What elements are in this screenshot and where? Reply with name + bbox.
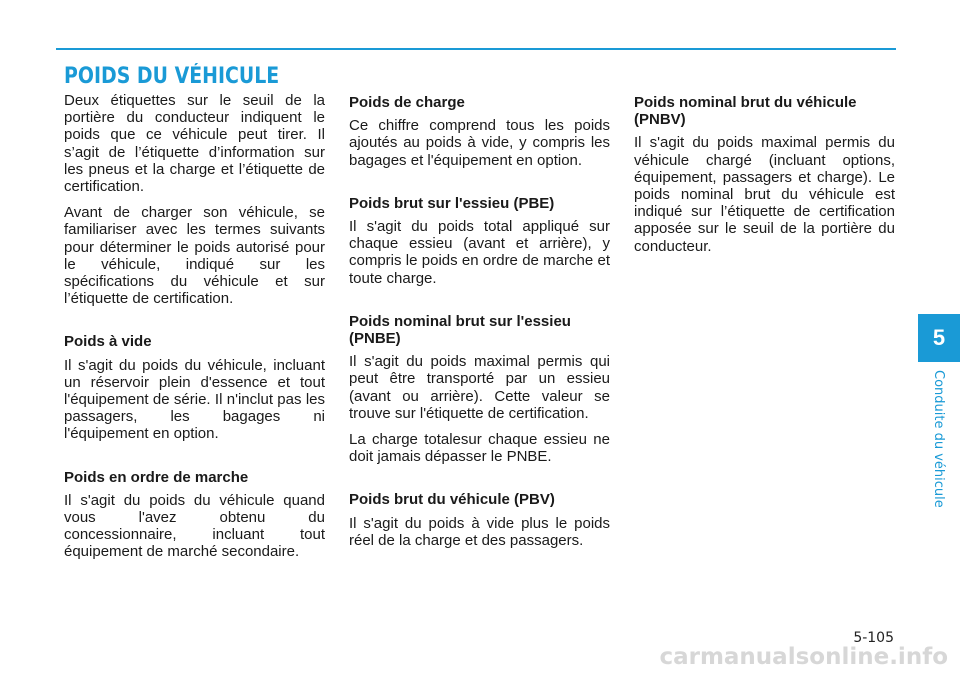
- top-rule: [56, 48, 896, 50]
- chapter-tab: 5: [918, 314, 960, 362]
- paragraph-poids-ordre-marche: Il s'agit du poids du véhicule quand vous l'avez obtenu du concessionnaire, incluant tout équipement de marché secondaire.: [64, 491, 325, 561]
- paragraph-poids-a-vide: Il s'agit du poids du véhicule, incluant un réservoir plein d'essence et tout l'équipement de série. Il n'inclut pas les passagers, les bagages ni l'équipement en option.: [64, 356, 325, 443]
- intro-paragraph-1: Deux étiquettes sur le seuil de la portière du conducteur indiquent le poids que ce véhicule peut tirer. Il s’agit de l’étiquette d’information sur les pneus et la charge et l’étiquette de certification.: [64, 92, 325, 196]
- page-number: 5-105: [853, 630, 894, 646]
- heading-pnbe: Poids nominal brut sur l'essieu (PNBE): [349, 312, 571, 348]
- paragraph-pbe: Il s'agit du poids total appliqué sur chaque essieu (avant et arrière), y compris le poids en ordre de marche et toute charge.: [349, 218, 610, 287]
- heading-poids-a-vide: Poids à vide: [64, 333, 152, 351]
- section-title: POIDS DU VÉHICULE: [64, 64, 280, 89]
- column-1: [64, 92, 325, 570]
- heading-poids-de-charge: Poids de charge: [349, 94, 465, 111]
- paragraph-pnbv: Il s'agit du poids maximal permis du véhicule chargé (incluant options, équipement, passagers et charge). Le poids nominal brut du véhicule est indiqué sur l’étiquette de certification apposée sur le seuil de la portière du conducteur.: [634, 134, 895, 255]
- paragraph-pnbe-1: Il s'agit du poids maximal permis qui peut être transporté par un essieu (avant ou arrière). Cette valeur se trouve sur l'étiquette de certification.: [349, 353, 610, 422]
- heading-pbv: Poids brut du véhicule (PBV): [349, 491, 555, 509]
- paragraph-pnbe-2: La charge totalesur chaque essieu ne doit jamais dépasser le PNBE.: [349, 431, 610, 466]
- heading-pbe: Poids brut sur l'essieu (PBE): [349, 194, 555, 212]
- heading-pnbv: Poids nominal brut du véhicule (PNBV): [634, 94, 857, 129]
- heading-poids-ordre-marche: Poids en ordre de marche: [64, 468, 249, 486]
- paragraph-poids-de-charge: Ce chiffre comprend tous les poids ajoutés au poids à vide, y compris les bagages et l'équipement en option.: [349, 117, 610, 169]
- intro-paragraph-2: Avant de charger son véhicule, se familiariser avec les termes suivants pour déterminer le poids autorisé pour le véhicule, indiqué sur les spécifications du véhicule et sur l’étiquette de certification.: [64, 204, 325, 308]
- chapter-label: Conduite du véhicule: [931, 370, 946, 508]
- column-3: [634, 92, 895, 264]
- paragraph-pbv: Il s'agit du poids à vide plus le poids réel de la charge et des passagers.: [349, 514, 610, 549]
- column-2: [349, 92, 610, 558]
- watermark: carmanualsonline.info: [659, 644, 948, 670]
